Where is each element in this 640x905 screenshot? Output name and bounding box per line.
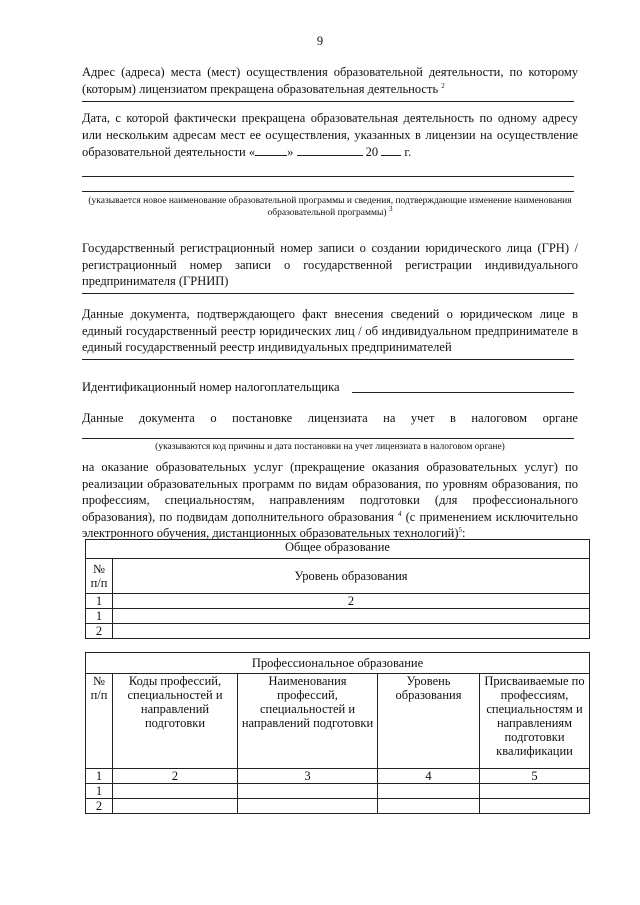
tax-word: Данные [82, 411, 124, 425]
grn-paragraph: Государственный регистрационный номер записи о создании юридического лица (ГРН) / регистрационный номер записи о государственной регистрации индивидуального предпринимателя (ГРНИП) [82, 241, 578, 288]
prof-row-names[interactable] [238, 799, 378, 814]
tax-word: учет [410, 411, 435, 425]
tax-word: налоговом [471, 411, 528, 425]
year-blank[interactable] [381, 143, 401, 156]
year-suffix: г. [404, 145, 412, 159]
prof-row-qualification[interactable] [480, 784, 590, 799]
address-paragraph [82, 64, 578, 97]
footnote-5: 5 [458, 525, 463, 534]
tax-word: о [210, 411, 217, 425]
general-col-level-header: Уровень образования [113, 559, 590, 594]
tax-word: лицензиата [307, 411, 368, 425]
inn-label: Идентификационный номер налогоплательщика [82, 380, 340, 394]
general-row-level[interactable] [113, 624, 590, 639]
general-row-num: 1 [86, 609, 113, 624]
grn-fill-line[interactable] [82, 293, 574, 294]
address-fill-line[interactable] [82, 101, 574, 102]
prof-number-cell: 3 [238, 769, 378, 784]
general-education-table [85, 539, 590, 639]
prof-row-codes[interactable] [113, 784, 238, 799]
services-paragraph [82, 459, 578, 542]
prof-table-title: Профессиональное образование [86, 653, 590, 674]
prof-row-level[interactable] [378, 799, 480, 814]
program-fill-line-1[interactable] [82, 176, 574, 177]
prof-row-codes[interactable] [113, 799, 238, 814]
program-fill-line-2[interactable] [82, 191, 574, 192]
prof-number-cell: 5 [480, 769, 590, 784]
general-number-cell: 2 [113, 594, 590, 609]
day-blank[interactable] [255, 143, 287, 156]
general-row-num: 2 [86, 624, 113, 639]
date-quote-close: » [287, 145, 294, 159]
general-number-cell: 1 [86, 594, 113, 609]
services-text-2: (с применением исключительно электронного обучения, дистанционных образовательных технологий) [82, 509, 578, 540]
date-text: Дата, с которой фактически прекращена образовательная деятельность по одному адресу или нескольким адресам мест ее осуществления, указанных в лицензии на осуществление образовательной деятельности « [82, 111, 578, 159]
year-prefix: 20 [365, 145, 379, 159]
tax-caption: (указываются код причины и дата постановки на учет лицензиата в налоговом органе) [155, 442, 505, 452]
prof-number-cell: 4 [378, 769, 480, 784]
inn-fill-line[interactable] [352, 392, 574, 393]
prof-col-codes-header: Коды профессий, специальностей и направлений подготовки [113, 674, 238, 769]
general-table-title: Общее образование [86, 540, 590, 559]
prof-number-cell: 2 [113, 769, 238, 784]
prof-col-names-header: Наименования профессий, специальностей и направлений подготовки [238, 674, 378, 769]
program-caption [82, 195, 578, 219]
prof-row-qualification[interactable] [480, 799, 590, 814]
page-number: 9 [316, 34, 324, 48]
program-caption-text: (указывается новое наименование образовательной программы и сведения, подтверждающие изменение наименования образовательной программы) [88, 196, 572, 218]
prof-number-cell: 1 [86, 769, 113, 784]
month-blank[interactable] [297, 143, 363, 156]
prof-col-qualification-header: Присваиваемые по профессиям, специальностям и направлениям подготовки квалификации [480, 674, 590, 769]
tax-word: в [449, 411, 456, 425]
tax-fill-line[interactable] [82, 438, 574, 439]
tax-word: на [383, 411, 396, 425]
general-row-level[interactable] [113, 609, 590, 624]
prof-col-level-header: Уровень образования [378, 674, 480, 769]
prof-row-num: 2 [86, 799, 113, 814]
prof-col-num-header: № п/п [86, 674, 113, 769]
registry-fill-line[interactable] [82, 359, 574, 360]
address-text: Адрес (адреса) места (мест) осуществления образовательной деятельности, по которому (которым) лицензиатом прекращена образовательная деятельность [82, 65, 578, 96]
footnote-4: 4 [398, 509, 402, 518]
tax-word: постановке [232, 411, 293, 425]
tax-word: органе [542, 411, 578, 425]
prof-row-num: 1 [86, 784, 113, 799]
tax-paragraph [82, 410, 578, 427]
registry-paragraph: Данные документа, подтверждающего факт внесения сведений о юридическом лице в единый государственный реестр юридических лиц / об индивидуальном предпринимателе в единый государственный реестр индивидуальных предпринимателей [82, 307, 578, 354]
date-paragraph [82, 110, 578, 161]
prof-row-level[interactable] [378, 784, 480, 799]
tax-word: документа [138, 411, 195, 425]
services-text: на оказание образовательных услуг (прекращение оказания образовательных услуг) по реализации образовательных программ по видам образования, по уровням образования, по профессиям, специальностям, направлениям подготовки (для профессионального образования), по подвидам дополнительного образования [82, 460, 578, 524]
general-col-num-header: № п/п [86, 559, 113, 594]
services-end: : [462, 526, 466, 540]
prof-row-names[interactable] [238, 784, 378, 799]
professional-education-table [85, 652, 590, 814]
footnote-2: 2 [441, 81, 445, 90]
footnote-3: 3 [388, 204, 393, 213]
